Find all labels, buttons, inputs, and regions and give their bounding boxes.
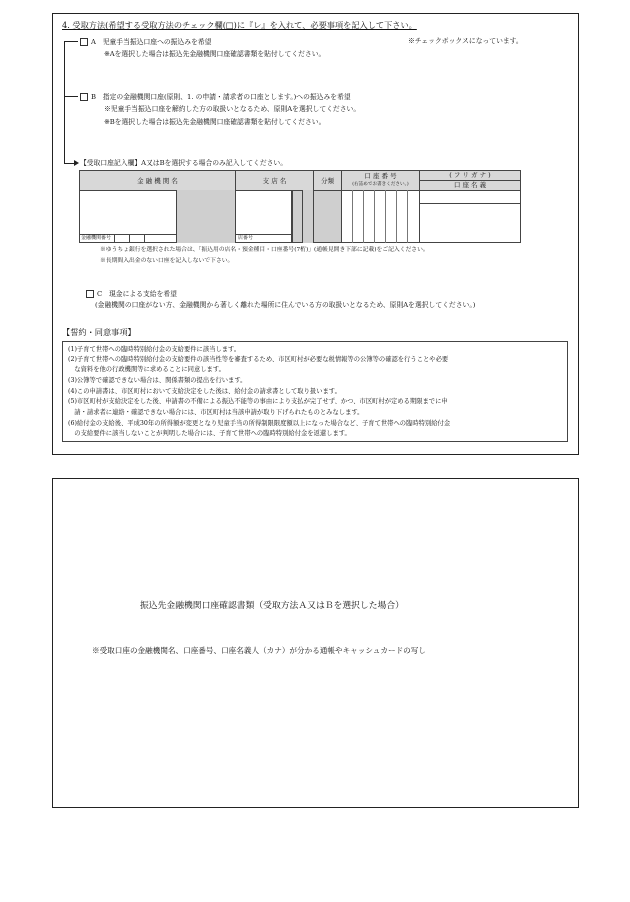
consent-line: (6)給付金の支給後、平成30年の所得額が変更となり児童手当の所得制限限度額以上になった場合など、子育て世帯への臨時特別給付金 (68, 420, 451, 427)
bracket-mid (64, 96, 78, 97)
consent-line: (3)公簿等で確認できない場合は、関係書類の提出を行います。 (68, 377, 247, 384)
option-a-label: A 児童手当振込口座への振込みを希望 (91, 38, 212, 46)
option-b-note2: ※Bを選択した場合は振込先金融機関口座確認書類を貼付してください。 (104, 118, 326, 126)
attachment-title: 振込先金融機関口座確認書類（受取方法Ａ又はＢを選択した場合） (140, 601, 404, 611)
bank-code-input[interactable] (129, 234, 145, 243)
arrow-icon (74, 160, 79, 166)
section4-heading: 4. 受取方法(希望する受取方法のチェック欄(□)に『レ』を入れて、必要事項を記入して下さい。 (62, 20, 417, 30)
bank-name-input[interactable] (79, 190, 177, 235)
consent-line: な資料を他の行政機関等に求めることに同意します。 (68, 366, 225, 373)
col-type: 分類 (321, 177, 334, 185)
option-c-checkbox[interactable] (86, 290, 94, 298)
attachment-area[interactable] (52, 478, 579, 808)
option-b-note1: ※児童手当振込口座を解約した方の取扱いとなるため、原則Aを選択してください。 (104, 105, 361, 113)
checkbox-note: ※チェックボックスになっています。 (408, 37, 523, 45)
option-a-checkbox[interactable] (80, 38, 88, 46)
col-branch: 支 店 名 (262, 177, 287, 185)
bank-type-shade (177, 190, 236, 243)
consent-line: (2)子育て世帯への臨時特別給付金の支給要件の該当性等を審査するため、市区町村が必要な税情報等の公簿等の確認を行うことや必要 (68, 356, 449, 363)
holder-name-input[interactable] (419, 203, 521, 243)
attachment-note: ※受取口座の金融機関名、口座番号、口座名義人（カナ）が分かる通帳やキャッシュカードの写し (92, 646, 426, 655)
bracket-bottom (64, 163, 74, 164)
account-type-input[interactable] (313, 190, 342, 243)
consent-line: の支給要件に該当しないことが判明した場合には、子育て世帯への臨時特別給付金を返還します。 (68, 430, 351, 437)
consent-line: (4)この申請書は、市区町村において支給決定をした後は、給付金の請求書として取り扱います。 (68, 388, 341, 395)
consent-heading: 【誓約・同意事項】 (62, 327, 136, 337)
option-b-checkbox[interactable] (80, 93, 88, 101)
bank-code-label: 金融機関番号 (81, 235, 112, 241)
col-bank: 金 融 機 関 名 (137, 177, 178, 185)
dormant-note: ※長期間入出金のない口座を記入しないで下さい。 (100, 258, 234, 264)
col-furigana: ( フ リ ガ ナ ) (449, 171, 491, 179)
bracket-top (64, 41, 78, 42)
branch-name-input[interactable] (235, 190, 292, 235)
bank-code-input[interactable] (114, 234, 130, 243)
option-b-label: B 指定の金融機関口座(原則、1. の申請・請求者の口座とします。)への振込みを希望 (91, 93, 351, 101)
option-c-label: C 現金による支給を希望 (97, 290, 177, 298)
bracket-line (64, 41, 65, 163)
col-account-no: 口 座 番 号 (364, 172, 397, 180)
account-heading: 【受取口座記入欄】A又はBを選択する場合のみ記入してください。 (80, 159, 288, 167)
consent-line: (1)子育て世帯への臨時特別給付金の支給要件に該当します。 (68, 346, 241, 353)
option-c-note: (金融機関の口座がない方、金融機関から著しく離れた場所に住んでいる方の取扱いとなるため、原則Aを選択してください。) (95, 301, 476, 309)
option-a-note: ※Aを選択した場合は振込先金融機関口座確認書類を貼付してください。 (104, 50, 326, 58)
consent-line: (5)市区町村が支給決定をした後、申請書の不備による振込不能等の事由により支払が完了せず、かつ、市区町村が定める期限までに申 (68, 398, 448, 405)
branch-code-label: 店番号 (238, 235, 254, 241)
col-holder: 口 座 名 義 (453, 181, 487, 189)
furigana-input[interactable] (419, 190, 521, 204)
yucho-note: ※ゆうちょ銀行を選択された場合は、「振込用の店名・預金種目・口座番号(7桁)」(通帳見開き下部に記載)をご記入ください。 (100, 247, 429, 253)
col-account-no-sub: (右詰めでお書きください。) (352, 182, 409, 187)
consent-line: 請・請求者に連絡・確認できない場合には、市区町村は当該申請が取り下げられたものとみなします。 (68, 409, 364, 416)
